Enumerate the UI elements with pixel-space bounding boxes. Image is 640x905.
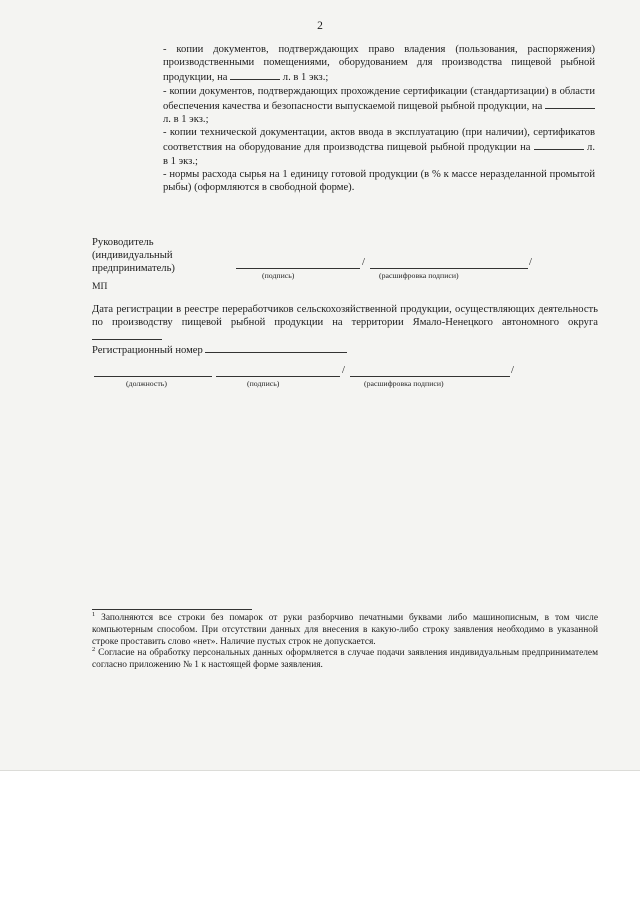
registration-number: Регистрационный номер (92, 342, 347, 357)
slash: / (511, 365, 514, 376)
position-caption: (должность) (126, 379, 167, 388)
list-item: - копии технической документации, актов ввода в эксплуатацию (при наличии), сертификатов соответствия на оборудование для производства пищевой рыбной продукции на л. в 1 экз.; (163, 127, 595, 167)
signature-caption: (подпись) (262, 271, 295, 280)
decoding-caption: (расшифровка подписи) (379, 271, 459, 280)
footnotes (92, 610, 598, 672)
decoding-caption: (расшифровка подписи) (364, 379, 444, 388)
decoding-line (350, 376, 510, 377)
position-line (94, 376, 212, 377)
slash: / (362, 257, 365, 268)
slash: / (529, 257, 532, 268)
registration-date: Дата регистрации в реестре переработчиков сельскохозяйственной продукции, осуществляющих деятельность по производству пищевой рыбной продукции на территории Ямало-Ненецкого автономного округа (92, 303, 598, 345)
blank-line (92, 329, 162, 340)
decoding-line (370, 268, 528, 269)
signature-line (216, 376, 340, 377)
blank-line (230, 69, 280, 80)
page-number: 2 (317, 20, 323, 32)
blank-line (545, 98, 595, 109)
blank-line (534, 139, 584, 150)
blank-line (205, 342, 347, 353)
footnote: $^1$ Заполняются все строки без помарок от руки разборчиво печатными буквами либо машинописным, в том числе компьютерным способом. При отсутствии данных для внесения в какую-либо строку заявления необходимо в указанной строке проставить слово «нет». Наличие пустых строк не допускается. (92, 610, 598, 647)
stamp-mark: МП (92, 281, 108, 292)
signature-line (236, 268, 360, 269)
footnote: $^2$ Согласие на обработку персональных данных оформляется в случае подачи заявления индивидуальным предпринимателем согласно приложению № 1 к настоящей форме заявления. (92, 646, 598, 671)
list-item: - копии документов, подтверждающих прохождение сертификации (стандартизации) в области обеспечения качества и безопасности выпускаемой пищевой рыбной продукции, на л. в 1 экз.; (163, 85, 595, 126)
list-item: - копии документов, подтверждающих право владения (пользования, распоряжения) производственными помещениями, оборудованием для производства пищевой рыбной продукции, на л. в 1 экз.; (163, 44, 595, 84)
document-list (163, 43, 595, 194)
footnote-separator (92, 609, 252, 610)
list-item: - нормы расхода сырья на 1 единицу готовой продукции (в % к массе неразделанной промытой рыбы) (оформляются в свободной форме). (163, 168, 595, 194)
slash: / (342, 365, 345, 376)
signer-role: Руководитель (индивидуальный предприниматель) (92, 237, 175, 275)
signature-caption: (подпись) (247, 379, 280, 388)
